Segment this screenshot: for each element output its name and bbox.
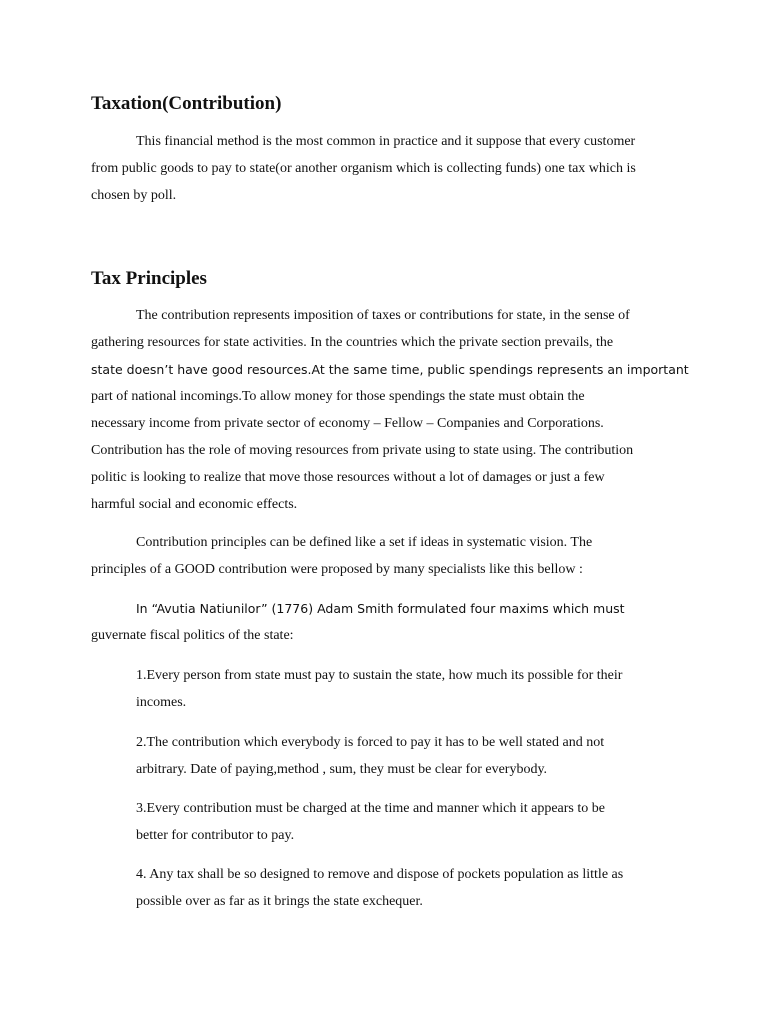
text-line: from public goods to pay to state(or another organism which is collecting funds) one tax which is [91,161,636,176]
text-line: Contribution principles can be defined like a set if ideas in systematic vision. The [136,535,593,550]
text-line: politic is looking to realize that move those resources without a lot of damages or just a few [91,470,605,485]
maxim-item-1 [136,662,696,716]
paragraph-adam-smith [91,595,691,649]
maxim-item-2 [136,729,696,783]
text-line: possible over as far as it brings the state exchequer. [136,894,423,909]
section-heading-tax-principles: Tax Principles [91,268,207,289]
text-line: state doesn’t have good resources.At the same time, public spendings represents an important [91,362,689,377]
text-line: This financial method is the most common in practice and it suppose that every customer [136,134,636,149]
text-line: chosen by poll. [91,188,177,203]
text-line: arbitrary. Date of paying,method , sum, they must be clear for everybody. [136,762,548,777]
maxim-item-4 [136,861,696,915]
text-line: guvernate fiscal politics of the state: [91,628,294,643]
text-line: In “Avutia Natiunilor” (1776) Adam Smith formulated four maxims which must [136,601,625,616]
text-line: better for contributor to pay. [136,828,295,843]
text-line: harmful social and economic effects. [91,497,298,512]
maxim-item-3 [136,795,696,849]
text-line: 3.Every contribution must be charged at the time and manner which it appears to be [136,801,605,816]
text-line: principles of a GOOD contribution were proposed by many specialists like this bellow : [91,562,583,577]
paragraph-contribution-definition [91,302,691,518]
text-line: gathering resources for state activities. In the countries which the private section prevails, the [91,335,614,350]
paragraph-contribution-principles [91,529,691,583]
text-line: 2.The contribution which everybody is forced to pay it has to be well stated and not [136,735,605,750]
text-line: necessary income from private sector of economy – Fellow – Companies and Corporations. [91,416,604,431]
section-heading-taxation: Taxation(Contribution) [91,93,282,114]
text-line: 4. Any tax shall be so designed to remove and dispose of pockets population as little as [136,867,624,882]
paragraph-taxation-intro [91,128,691,209]
text-line: The contribution represents imposition of taxes or contributions for state, in the sense of [136,308,630,323]
text-line: Contribution has the role of moving resources from private using to state using. The contribution [91,443,634,458]
text-line: incomes. [136,695,187,710]
text-line: 1.Every person from state must pay to sustain the state, how much its possible for their [136,668,623,683]
text-line: part of national incomings.To allow money for those spendings the state must obtain the [91,389,585,404]
